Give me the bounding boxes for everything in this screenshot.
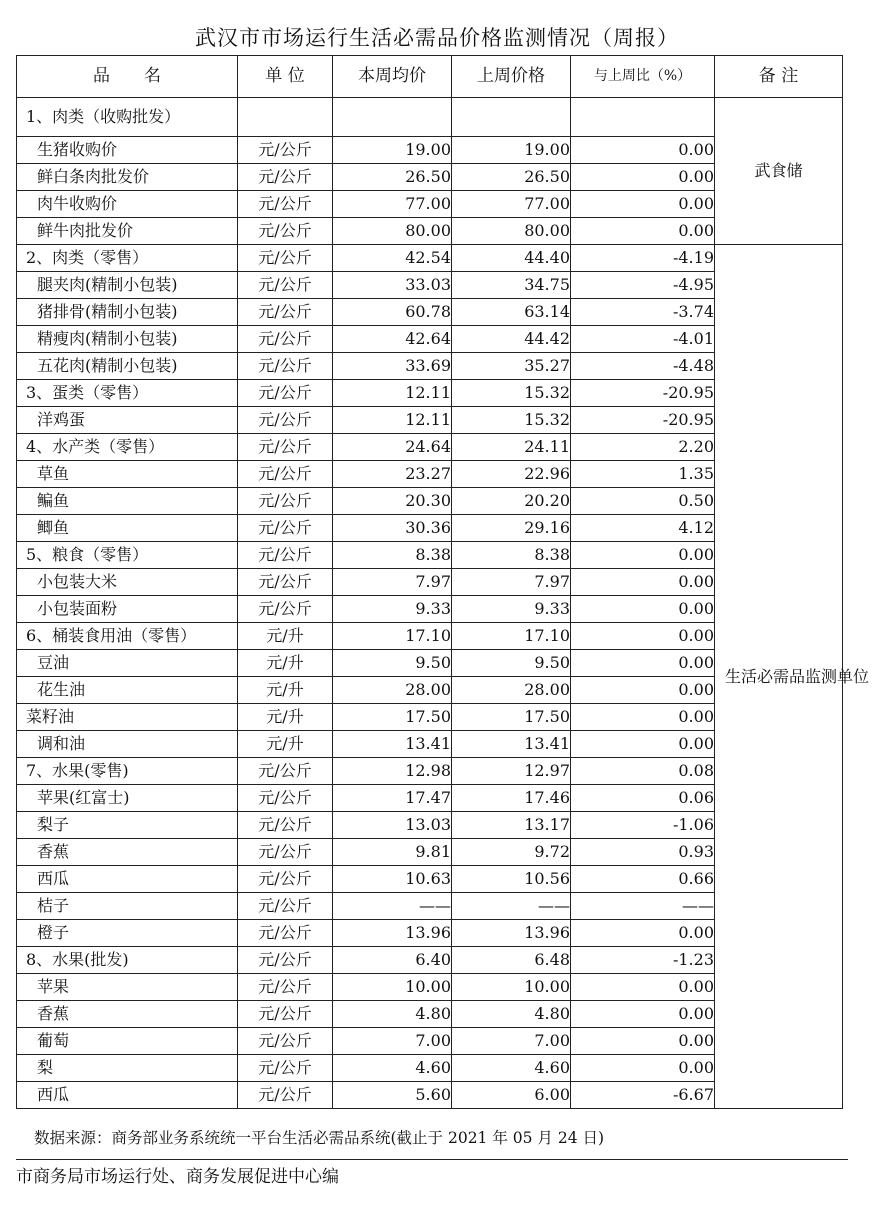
item-unit: 元/公斤 <box>238 326 333 353</box>
change-percent: 0.50 <box>571 488 715 515</box>
previous-price: 15.32 <box>452 380 571 407</box>
item-unit: 元/公斤 <box>238 569 333 596</box>
item-name: 猪排骨(精制小包装) <box>17 299 238 326</box>
change-percent: 0.00 <box>571 704 715 731</box>
current-price: 33.03 <box>333 272 452 299</box>
current-price <box>333 98 452 137</box>
item-unit: 元/公斤 <box>238 1055 333 1082</box>
current-price: 33.69 <box>333 353 452 380</box>
change-percent: -4.01 <box>571 326 715 353</box>
item-unit: 元/公斤 <box>238 218 333 245</box>
change-percent: -20.95 <box>571 380 715 407</box>
previous-price: 17.50 <box>452 704 571 731</box>
item-unit: 元/公斤 <box>238 137 333 164</box>
item-unit: 元/公斤 <box>238 434 333 461</box>
item-unit: 元/公斤 <box>238 461 333 488</box>
change-percent: 0.06 <box>571 785 715 812</box>
item-unit: 元/升 <box>238 704 333 731</box>
previous-price: 15.32 <box>452 407 571 434</box>
item-unit: 元/公斤 <box>238 407 333 434</box>
previous-price: 4.80 <box>452 1001 571 1028</box>
previous-price: 8.38 <box>452 542 571 569</box>
item-name: 生猪收购价 <box>17 137 238 164</box>
change-percent: 0.00 <box>571 1001 715 1028</box>
current-price: 23.27 <box>333 461 452 488</box>
item-unit: 元/公斤 <box>238 758 333 785</box>
item-unit: 元/公斤 <box>238 299 333 326</box>
item-unit: 元/公斤 <box>238 812 333 839</box>
previous-price: 10.56 <box>452 866 571 893</box>
editor-credit: 市商务局市场运行处、商务发展促进中心编 <box>16 1167 339 1187</box>
change-percent: -4.19 <box>571 245 715 272</box>
change-percent: 0.00 <box>571 920 715 947</box>
item-name: 草鱼 <box>17 461 238 488</box>
previous-price: 13.41 <box>452 731 571 758</box>
change-percent: —— <box>571 893 715 920</box>
current-price: 10.63 <box>333 866 452 893</box>
change-percent: -1.06 <box>571 812 715 839</box>
item-unit: 元/公斤 <box>238 191 333 218</box>
item-name: 五花肉(精制小包装) <box>17 353 238 380</box>
item-name: 调和油 <box>17 731 238 758</box>
change-percent: 0.00 <box>571 191 715 218</box>
item-name: 西瓜 <box>17 866 238 893</box>
previous-price: 6.00 <box>452 1082 571 1109</box>
current-price: 13.96 <box>333 920 452 947</box>
previous-price: 29.16 <box>452 515 571 542</box>
item-unit: 元/公斤 <box>238 596 333 623</box>
current-price: 20.30 <box>333 488 452 515</box>
current-price: 77.00 <box>333 191 452 218</box>
previous-price: 9.72 <box>452 839 571 866</box>
previous-price: 12.97 <box>452 758 571 785</box>
item-unit: 元/升 <box>238 677 333 704</box>
change-percent: 0.00 <box>571 1055 715 1082</box>
item-unit: 元/公斤 <box>238 164 333 191</box>
item-name: 香蕉 <box>17 1001 238 1028</box>
current-price: 17.50 <box>333 704 452 731</box>
item-name: 香蕉 <box>17 839 238 866</box>
item-name: 鳊鱼 <box>17 488 238 515</box>
current-price: 13.03 <box>333 812 452 839</box>
change-percent: 0.08 <box>571 758 715 785</box>
item-name: 梨子 <box>17 812 238 839</box>
previous-price: 28.00 <box>452 677 571 704</box>
item-name: 鲜牛肉批发价 <box>17 218 238 245</box>
item-name: 7、水果(零售) <box>17 758 238 785</box>
previous-price: 44.40 <box>452 245 571 272</box>
previous-price: 13.17 <box>452 812 571 839</box>
current-price: 9.50 <box>333 650 452 677</box>
current-price: 4.60 <box>333 1055 452 1082</box>
current-price: 13.41 <box>333 731 452 758</box>
current-price: 30.36 <box>333 515 452 542</box>
item-unit: 元/公斤 <box>238 1001 333 1028</box>
change-percent: 0.00 <box>571 542 715 569</box>
change-percent <box>571 98 715 137</box>
change-percent: 0.93 <box>571 839 715 866</box>
item-name: 4、水产类（零售） <box>17 434 238 461</box>
previous-price: 22.96 <box>452 461 571 488</box>
previous-price: 9.50 <box>452 650 571 677</box>
item-unit: 元/公斤 <box>238 866 333 893</box>
previous-price: 7.97 <box>452 569 571 596</box>
item-name: 2、肉类（零售） <box>17 245 238 272</box>
previous-price <box>452 98 571 137</box>
item-name: 橙子 <box>17 920 238 947</box>
remark-cell: 生活必需品监测单位 <box>715 245 843 1109</box>
item-unit: 元/公斤 <box>238 947 333 974</box>
change-percent: 0.00 <box>571 623 715 650</box>
item-unit: 元/公斤 <box>238 839 333 866</box>
item-name: 8、水果(批发) <box>17 947 238 974</box>
previous-price: 34.75 <box>452 272 571 299</box>
change-percent: 2.20 <box>571 434 715 461</box>
item-name: 1、肉类（收购批发） <box>17 98 238 137</box>
item-name: 西瓜 <box>17 1082 238 1109</box>
previous-price: 13.96 <box>452 920 571 947</box>
change-percent: 0.66 <box>571 866 715 893</box>
item-name: 桔子 <box>17 893 238 920</box>
current-price: 10.00 <box>333 974 452 1001</box>
current-price: —— <box>333 893 452 920</box>
item-name: 鲜白条肉批发价 <box>17 164 238 191</box>
item-name: 豆油 <box>17 650 238 677</box>
item-unit: 元/升 <box>238 623 333 650</box>
change-percent: -4.95 <box>571 272 715 299</box>
current-price: 24.64 <box>333 434 452 461</box>
current-price: 17.47 <box>333 785 452 812</box>
item-unit: 元/升 <box>238 731 333 758</box>
previous-price: 80.00 <box>452 218 571 245</box>
change-percent: 0.00 <box>571 677 715 704</box>
change-percent: 4.12 <box>571 515 715 542</box>
previous-price: 7.00 <box>452 1028 571 1055</box>
current-price: 12.11 <box>333 380 452 407</box>
item-unit: 元/公斤 <box>238 515 333 542</box>
item-unit <box>238 98 333 137</box>
previous-price: 63.14 <box>452 299 571 326</box>
change-percent: 0.00 <box>571 974 715 1001</box>
item-name: 小包装大米 <box>17 569 238 596</box>
item-name: 腿夹肉(精制小包装) <box>17 272 238 299</box>
change-percent: 0.00 <box>571 569 715 596</box>
item-unit: 元/公斤 <box>238 893 333 920</box>
current-price: 19.00 <box>333 137 452 164</box>
item-name: 肉牛收购价 <box>17 191 238 218</box>
change-percent: 0.00 <box>571 1028 715 1055</box>
current-price: 4.80 <box>333 1001 452 1028</box>
item-name: 小包装面粉 <box>17 596 238 623</box>
item-name: 菜籽油 <box>17 704 238 731</box>
table-row <box>17 245 843 272</box>
previous-price: 24.11 <box>452 434 571 461</box>
header-name: 品 名 <box>17 56 238 98</box>
item-name: 花生油 <box>17 677 238 704</box>
change-percent: 0.00 <box>571 164 715 191</box>
current-price: 7.97 <box>333 569 452 596</box>
change-percent: -6.67 <box>571 1082 715 1109</box>
previous-price: 44.42 <box>452 326 571 353</box>
data-source-note: 数据来源：商务部业务系统统一平台生活必需品系统(截止于 2021 年 05 月 24 日) <box>34 1129 605 1147</box>
previous-price: 19.00 <box>452 137 571 164</box>
item-unit: 元/公斤 <box>238 353 333 380</box>
previous-price: 17.10 <box>452 623 571 650</box>
footer-divider <box>16 1159 848 1160</box>
header-unit: 单 位 <box>238 56 333 98</box>
item-unit: 元/公斤 <box>238 1028 333 1055</box>
current-price: 28.00 <box>333 677 452 704</box>
current-price: 42.54 <box>333 245 452 272</box>
item-name: 6、桶装食用油（零售） <box>17 623 238 650</box>
item-name: 苹果 <box>17 974 238 1001</box>
previous-price: 20.20 <box>452 488 571 515</box>
current-price: 9.33 <box>333 596 452 623</box>
current-price: 7.00 <box>333 1028 452 1055</box>
item-unit: 元/公斤 <box>238 785 333 812</box>
change-percent: 0.00 <box>571 218 715 245</box>
item-name: 洋鸡蛋 <box>17 407 238 434</box>
header-previous-price: 上周价格 <box>452 56 571 98</box>
current-price: 26.50 <box>333 164 452 191</box>
remark-cell: 武食储 <box>715 98 843 245</box>
previous-price: 9.33 <box>452 596 571 623</box>
item-unit: 元/公斤 <box>238 974 333 1001</box>
item-name: 梨 <box>17 1055 238 1082</box>
price-table <box>16 55 870 1109</box>
current-price: 60.78 <box>333 299 452 326</box>
item-unit: 元/公斤 <box>238 1082 333 1109</box>
previous-price: 10.00 <box>452 974 571 1001</box>
table-row <box>17 98 843 137</box>
change-percent: 0.00 <box>571 596 715 623</box>
table-header-row <box>17 56 843 98</box>
change-percent: 0.00 <box>571 731 715 758</box>
current-price: 5.60 <box>333 1082 452 1109</box>
item-unit: 元/公斤 <box>238 245 333 272</box>
item-unit: 元/公斤 <box>238 542 333 569</box>
previous-price: 17.46 <box>452 785 571 812</box>
previous-price: 77.00 <box>452 191 571 218</box>
header-change-percent: 与上周比（%） <box>571 56 715 98</box>
change-percent: -20.95 <box>571 407 715 434</box>
current-price: 6.40 <box>333 947 452 974</box>
header-current-price: 本周均价 <box>333 56 452 98</box>
current-price: 17.10 <box>333 623 452 650</box>
current-price: 12.98 <box>333 758 452 785</box>
previous-price: 6.48 <box>452 947 571 974</box>
item-unit: 元/公斤 <box>238 380 333 407</box>
current-price: 8.38 <box>333 542 452 569</box>
change-percent: 0.00 <box>571 650 715 677</box>
previous-price: 35.27 <box>452 353 571 380</box>
change-percent: -3.74 <box>571 299 715 326</box>
previous-price: 4.60 <box>452 1055 571 1082</box>
current-price: 12.11 <box>333 407 452 434</box>
current-price: 80.00 <box>333 218 452 245</box>
item-name: 苹果(红富士) <box>17 785 238 812</box>
change-percent: -4.48 <box>571 353 715 380</box>
change-percent: 1.35 <box>571 461 715 488</box>
item-unit: 元/公斤 <box>238 272 333 299</box>
item-unit: 元/升 <box>238 650 333 677</box>
item-unit: 元/公斤 <box>238 920 333 947</box>
item-name: 精瘦肉(精制小包装) <box>17 326 238 353</box>
header-remark: 备 注 <box>715 56 843 98</box>
current-price: 42.64 <box>333 326 452 353</box>
change-percent: 0.00 <box>571 137 715 164</box>
item-name: 葡萄 <box>17 1028 238 1055</box>
item-unit: 元/公斤 <box>238 488 333 515</box>
item-name: 5、粮食（零售） <box>17 542 238 569</box>
item-name: 3、蛋类（零售） <box>17 380 238 407</box>
change-percent: -1.23 <box>571 947 715 974</box>
item-name: 鲫鱼 <box>17 515 238 542</box>
previous-price: 26.50 <box>452 164 571 191</box>
current-price: 9.81 <box>333 839 452 866</box>
previous-price: —— <box>452 893 571 920</box>
page-title: 武汉市市场运行生活必需品价格监测情况（周报） <box>195 26 679 50</box>
